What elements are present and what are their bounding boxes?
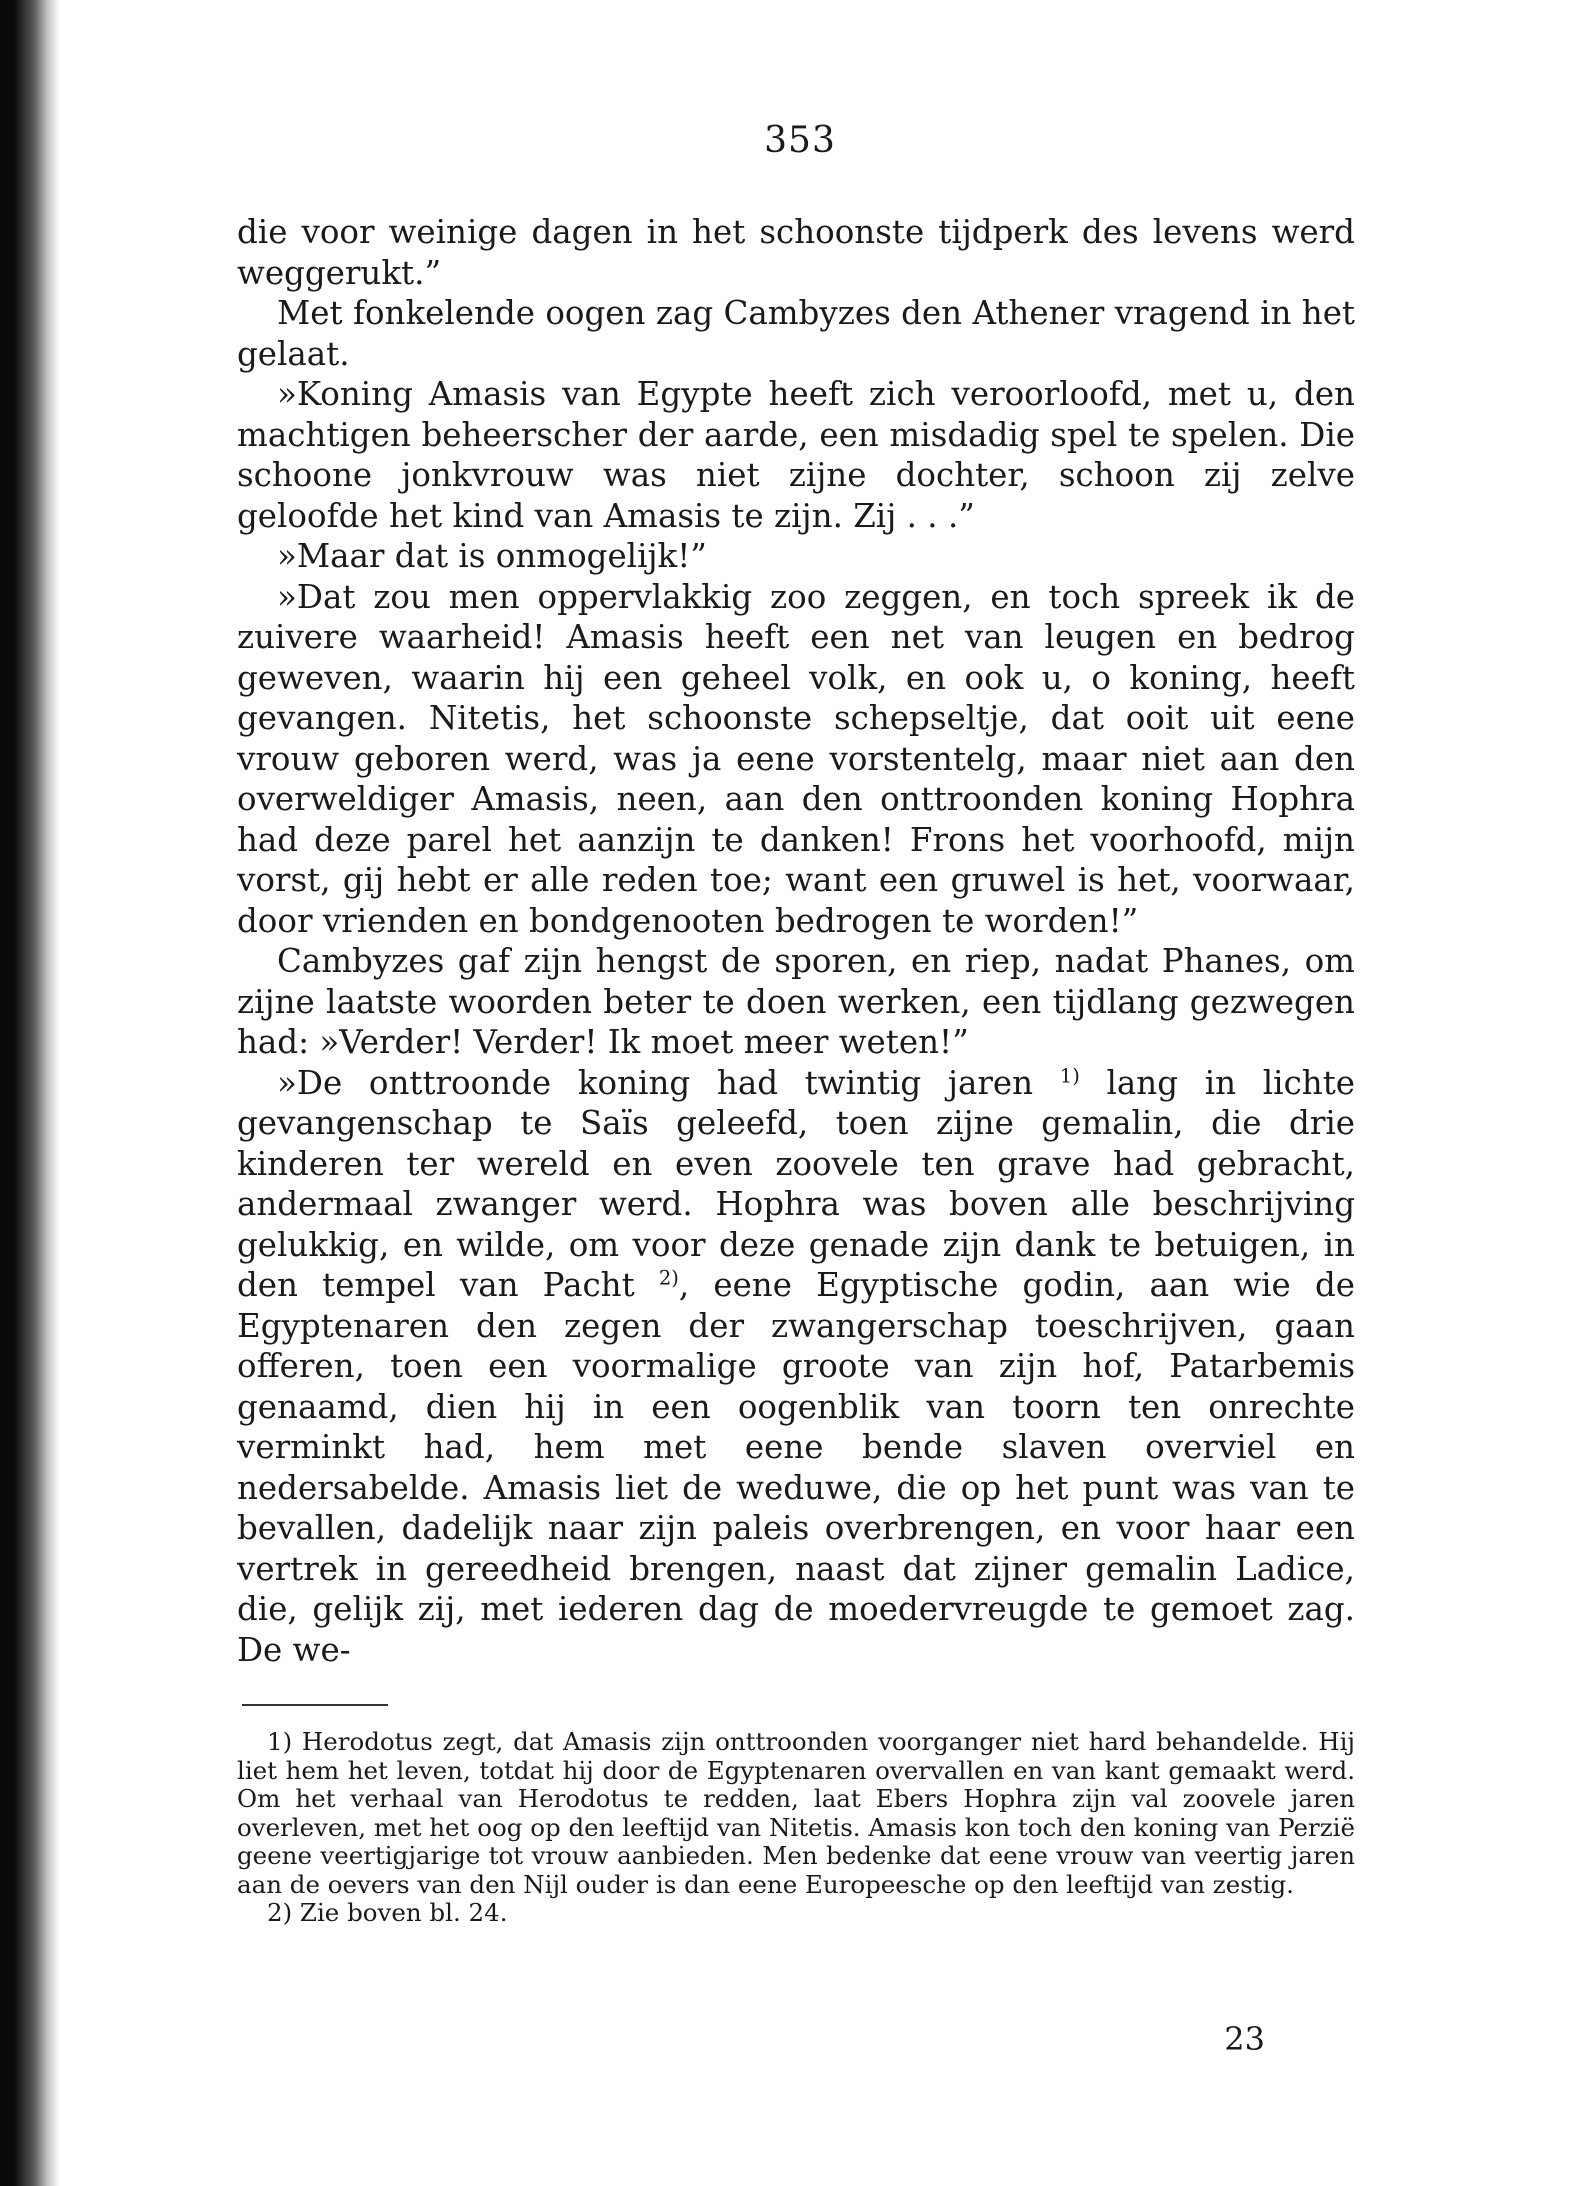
paragraph: »Dat zou men oppervlakkig zoo zeggen, en toch spreek ik de zuivere waarheid! Amasis heeft een net van leugen en bedrog geweven, waarin hij een geheel volk, en ook u, o koning, heeft gevangen. Nitetis, het schoonste schepseltje, dat ooit uit eene vrouw geboren werd, was ja eene vorstentelg, maar niet aan den overweldiger Amasis, neen, aan den onttroonden koning Hophra had deze parel het aanzijn te danken! Frons het voorhoofd, mijn vorst, gij hebt er alle reden toe; want een gruwel is het, voorwaar, door vrienden en bondgenooten bedrogen te worden!” (237, 577, 1355, 940)
footnote-divider (242, 1704, 388, 1706)
signature-mark: 23 (1224, 2020, 1265, 2058)
footnote-ref: 1) (1059, 1063, 1080, 1087)
paragraph-text: , eene Egyptische godin, aan wie de Egyptenaren den zegen der zwangerschap toeschrijven, gaan offeren, toen een voormalige groote van zijn hof, Patarbemis genaamd, dien hij in een oogenblik van toorn ten onrechte verminkt had, hem met eene bende slaven overviel en nedersabelde. Amasis liet de weduwe, die op het punt was van te bevallen, dadelijk naar zijn paleis overbrengen, en voor haar een vertrek in gereedheid brengen, naast dat zijner gemalin Ladice, die, gelijk zij, met iederen dag de moedervreugde te gemoet zag. De we- (237, 1266, 1355, 1669)
footnote: 1) Herodotus zegt, dat Amasis zijn onttroonden voorganger niet hard behandelde. Hij liet hem het leven, totdat hij door de Egyptenaren overvallen en van kant gemaakt werd. Om het verhaal van Herodotus te redden, laat Ebers Hophra zijn val zoovele jaren overleven, met het oog op den leeftijd van Nitetis. Amasis kon toch den koning van Perzië geene veertigjarige tot vrouw aanbieden. Men bedenke dat eene vrouw van veertig jaren aan de oevers van den Nijl ouder is dan eene Europeesche op den leeftijd van zestig. (237, 1727, 1355, 1899)
footnote: 2) Zie boven bl. 24. (267, 1898, 508, 1927)
paragraph: »Koning Amasis van Egypte heeft zich veroorloofd, met u, den machtigen beheerscher der aarde, een misdadig spel te spelen. Die schoone jonkvrouw was niet zijne dochter, schoon zij zelve geloofde het kind van Amasis te zijn. Zij . . .” (237, 375, 1355, 535)
main-text (237, 212, 1355, 1670)
paragraph: Met fonkelende oogen zag Cambyzes den Athener vragend in het gelaat. (237, 294, 1355, 373)
paragraph: »Maar dat is onmogelijk!” (277, 537, 707, 575)
page-number: 353 (764, 120, 836, 161)
footnotes (237, 1728, 1355, 1928)
paragraph-with-notes (237, 1063, 1355, 1671)
paragraph-text: »De onttroonde koning had twintig jaren (277, 1063, 1060, 1102)
book-binding-edge (0, 0, 60, 2186)
paragraph-text: lang in lichte gevangenschap te Saïs geleefd, toen zijne gemalin, die drie kinderen ter wereld en even zoovele ten grave had gebracht, andermaal zwanger werd. Hophra was boven alle beschrijving gelukkig, en wilde, om voor deze genade zijn dank te betuigen, in den tempel van Pacht (237, 1063, 1355, 1304)
paragraph: Cambyzes gaf zijn hengst de sporen, en riep, nadat Phanes, om zijne laatste woorden beter te doen werken, een tijdlang gezwegen had: »Verder! Verder! Ik moet meer weten!” (237, 942, 1355, 1061)
paragraph: die voor weinige dagen in het schoonste tijdperk des levens werd weggerukt.” (237, 213, 1355, 292)
footnote-ref: 2) (658, 1266, 679, 1290)
